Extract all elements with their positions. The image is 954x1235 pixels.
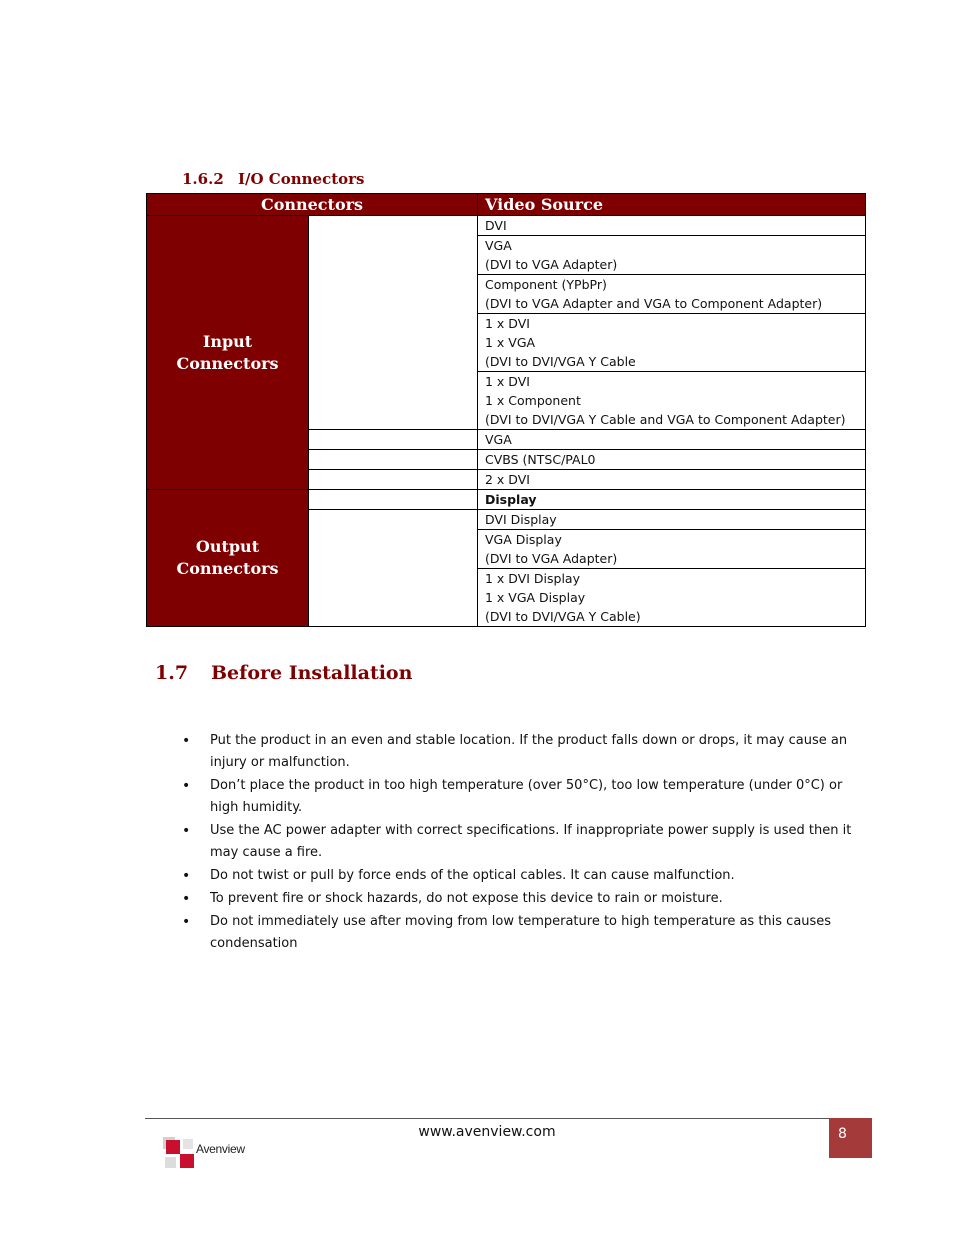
cell-line: 1 x DVI — [485, 374, 530, 389]
bullet-icon: • — [182, 914, 191, 930]
video-source-cell — [478, 216, 866, 236]
connector-type-cell — [309, 430, 478, 450]
bullet-icon: • — [182, 891, 191, 907]
list-item-text: Don’t place the product in too high temperature (over 50°C), too low temperature (under 0°C) or high humidity. — [210, 778, 843, 815]
header-connectors: Connectors — [147, 194, 478, 216]
section-heading — [155, 662, 412, 684]
list-item — [180, 865, 860, 887]
subsection-title: I/O Connectors — [238, 170, 365, 188]
input-connectors-label-line: Input — [202, 331, 253, 351]
output-connectors-label-line: Output — [195, 537, 260, 556]
list-item — [180, 775, 860, 819]
connector-type-cell — [309, 216, 478, 430]
header-video-source: Video Source — [478, 194, 866, 216]
table-row — [147, 490, 866, 510]
list-item — [180, 730, 860, 774]
logo-square-grey — [183, 1139, 193, 1149]
input-connectors-label — [147, 216, 309, 490]
video-source-cell — [478, 314, 866, 372]
cell-line: Component (YPbPr) — [485, 277, 607, 292]
video-source-cell — [478, 372, 866, 430]
output-connectors-label-line: Connectors — [176, 559, 279, 578]
table-row — [147, 216, 866, 236]
io-connectors-table — [146, 193, 866, 627]
cell-line: VGA — [485, 238, 512, 253]
page-number-badge: 8 — [829, 1118, 872, 1158]
list-item-text: To prevent fire or shock hazards, do not expose this device to rain or moisture. — [210, 891, 723, 906]
video-source-cell — [478, 530, 866, 569]
section-title: Before Installation — [211, 662, 413, 684]
cell-line: (DVI to DVI/VGA Y Cable) — [485, 609, 641, 624]
cell-line: VGA — [485, 432, 512, 447]
cell-line: 1 x VGA Display — [485, 590, 586, 605]
logo-square-red — [166, 1140, 180, 1154]
connector-type-cell — [309, 510, 478, 627]
cell-line: (DVI to VGA Adapter) — [485, 551, 618, 566]
list-item-text: Put the product in an even and stable location. If the product falls down or drops, it may cause an injury or malfunction. — [210, 733, 848, 770]
list-item — [180, 888, 860, 910]
list-item-text: Do not twist or pull by force ends of the optical cables. It can cause malfunction. — [210, 868, 735, 883]
cell-line: (DVI to VGA Adapter and VGA to Component Adapter) — [485, 296, 823, 311]
cell-line: VGA Display — [485, 532, 562, 547]
bullet-icon: • — [182, 868, 191, 884]
table-header-row — [147, 194, 866, 216]
avenview-logo — [163, 1137, 263, 1179]
cell-line: DVI Display — [485, 512, 557, 527]
display-subheader: Display — [478, 490, 866, 510]
video-source-cell — [478, 470, 866, 490]
cell-line: CVBS (NTSC/PAL0 — [485, 452, 596, 467]
cell-line: DVI — [485, 218, 507, 233]
list-item — [180, 820, 860, 864]
cell-line: 1 x DVI Display — [485, 571, 580, 586]
bullet-icon: • — [182, 778, 191, 794]
section-number: 1.7 — [155, 662, 189, 684]
video-source-cell — [478, 236, 866, 275]
video-source-cell — [478, 450, 866, 470]
list-item — [180, 911, 860, 955]
subsection-number: 1.6.2 — [182, 170, 224, 188]
logo-square-grey — [165, 1157, 176, 1168]
input-connectors-label-line: Connectors — [176, 353, 279, 373]
cell-line: 1 x Component — [485, 393, 581, 408]
video-source-cell — [478, 510, 866, 530]
footer-divider — [145, 1118, 872, 1119]
installation-notes-list — [180, 730, 860, 956]
video-source-cell — [478, 430, 866, 450]
logo-square-red — [180, 1154, 194, 1168]
connector-type-cell — [309, 450, 478, 470]
output-connectors-label — [147, 490, 309, 627]
cell-line: 2 x DVI — [485, 472, 530, 487]
connector-type-cell — [309, 470, 478, 490]
list-item-text: Use the AC power adapter with correct specifications. If inappropriate power supply is used then it may cause a fire. — [210, 823, 852, 860]
subsection-heading — [182, 170, 365, 188]
footer-url: www.avenview.com — [418, 1124, 556, 1140]
cell-line: (DVI to VGA Adapter) — [485, 257, 618, 272]
cell-line: (DVI to DVI/VGA Y Cable — [485, 354, 636, 369]
cell-line: 1 x DVI — [485, 316, 530, 331]
bullet-icon: • — [182, 823, 191, 839]
connector-type-cell — [309, 490, 478, 510]
logo-text: Avenview — [196, 1142, 245, 1156]
video-source-cell — [478, 275, 866, 314]
cell-line: (DVI to DVI/VGA Y Cable and VGA to Component Adapter) — [485, 412, 846, 427]
video-source-cell — [478, 569, 866, 627]
list-item-text: Do not immediately use after moving from low temperature to high temperature as this causes condensation — [210, 914, 832, 951]
cell-line: 1 x VGA — [485, 335, 536, 350]
bullet-icon: • — [182, 733, 191, 749]
